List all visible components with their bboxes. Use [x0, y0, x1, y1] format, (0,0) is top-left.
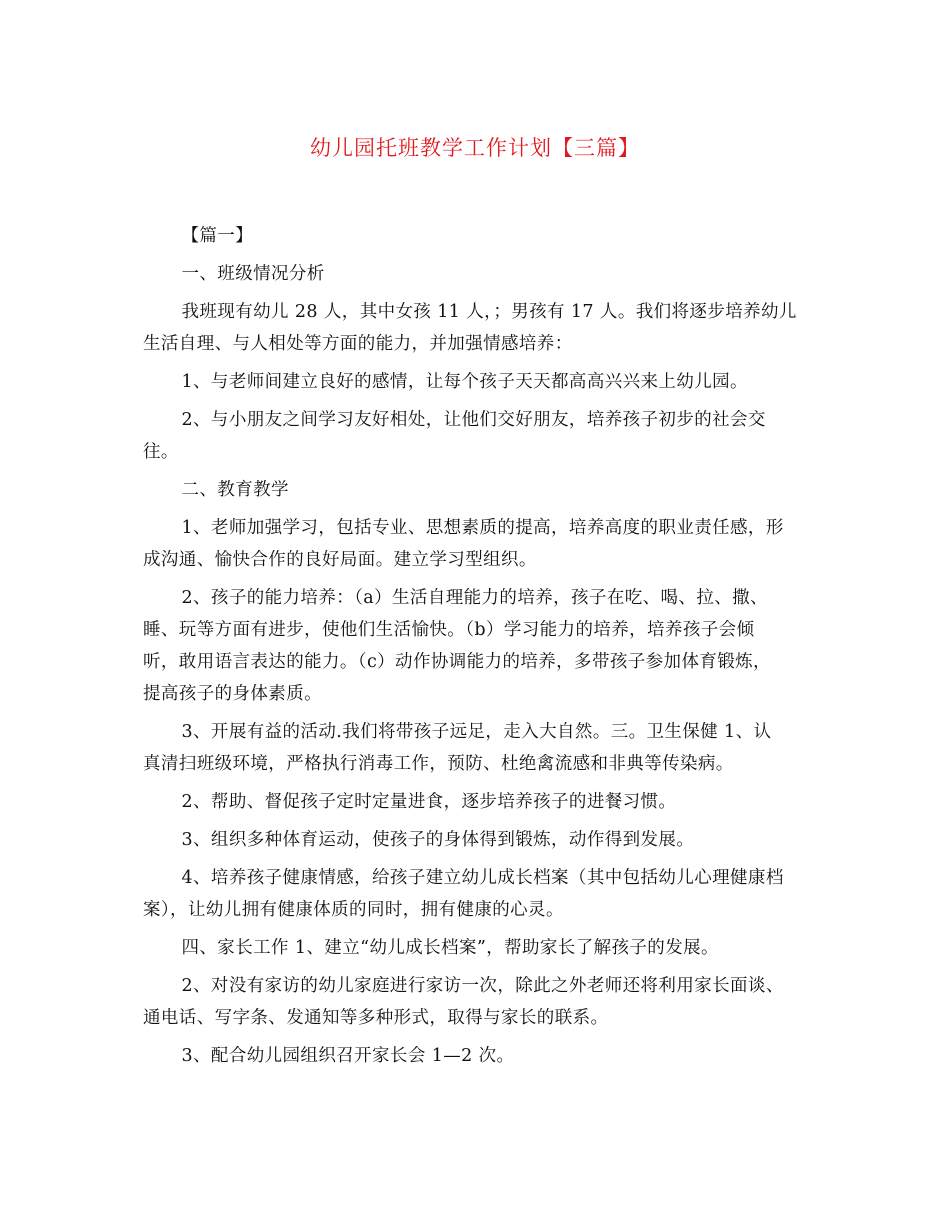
- document-body: [143, 220, 811, 1078]
- paragraph: [143, 404, 811, 468]
- paragraph-line: 提高孩子的身体素质。: [143, 684, 322, 704]
- paragraph: [143, 716, 811, 780]
- paragraph-line: 成沟通、愉快合作的良好局面。建立学习型组织。: [143, 550, 537, 570]
- paragraph-line: 2、与小朋友之间学习友好相处，让他们交好朋友，培养孩子初步的社会交: [181, 410, 766, 430]
- paragraph: [143, 970, 811, 1034]
- paragraph-line: 睡、玩等方面有进步，使他们生活愉快。（b）学习能力的培养，培养孩子会倾: [143, 620, 755, 640]
- paragraph-line: 2、帮助、督促孩子定时定量进食，逐步培养孩子的进餐习惯。: [181, 792, 677, 812]
- paragraph-line: 2、对没有家访的幼儿家庭进行家访一次，除此之外老师还将利用家长面谈、: [181, 976, 784, 996]
- paragraph-line: 我班现有幼儿 28 人，其中女孩 11 人，；男孩有 17 人。我们将逐步培养幼儿: [181, 302, 797, 322]
- paragraph-line: 3、组织多种体育运动，使孩子的身体得到锻炼，动作得到发展。: [181, 830, 695, 850]
- paragraph-line: 3、开展有益的活动.我们将带孩子远足，走入大自然。三。卫生保健 1、认: [181, 722, 772, 742]
- paragraph-line: 二、教育教学: [181, 480, 289, 500]
- paragraph-line: 案），让幼儿拥有健康体质的同时，拥有健康的心灵。: [143, 900, 564, 920]
- paragraph: [143, 366, 811, 398]
- paragraph-line: 1、与老师间建立良好的感情，让每个孩子天天都高高兴兴来上幼儿园。: [181, 372, 748, 392]
- paragraph-line: 1、老师加强学习，包括专业、思想素质的提高，培养高度的职业责任感，形: [181, 518, 784, 538]
- paragraph: [143, 786, 811, 818]
- paragraph: [143, 512, 811, 576]
- paragraph-line: 【篇一】: [181, 226, 254, 246]
- paragraph: [143, 1040, 811, 1072]
- document-title: 幼儿园托班教学工作计划【三篇】: [310, 136, 640, 160]
- paragraph-line: 3、配合幼儿园组织召开家长会 1—2 次。: [181, 1046, 515, 1066]
- paragraph: [143, 474, 811, 506]
- paragraph-line: 生活自理、与人相处等方面的能力，并加强情感培养：: [143, 334, 573, 354]
- paragraph: [143, 824, 811, 856]
- paragraph: [143, 220, 811, 252]
- paragraph-line: 真清扫班级环境，严格执行消毒工作，预防、杜绝禽流感和非典等传染病。: [143, 754, 734, 774]
- paragraph-line: 2、孩子的能力培养：（a）生活自理能力的培养，孩子在吃、喝、拉、撒、: [181, 588, 768, 608]
- paragraph-line: 4、培养孩子健康情感，给孩子建立幼儿成长档案（其中包括幼儿心理健康档: [181, 868, 784, 888]
- paragraph-line: 通电话、写字条、发通知等多种形式，取得与家长的联系。: [143, 1008, 609, 1028]
- paragraph: [143, 258, 811, 290]
- paragraph-line: 四、家长工作 1、建立“幼儿成长档案”，帮助家长了解孩子的发展。: [181, 938, 719, 958]
- paragraph-line: 往。: [143, 442, 179, 462]
- paragraph: [143, 862, 811, 926]
- paragraph: [143, 296, 811, 360]
- paragraph-line: 听，敢用语言表达的能力。（c）动作协调能力的培养，多带孩子参加体育锻炼，: [143, 652, 771, 672]
- paragraph: [143, 932, 811, 964]
- paragraph: [143, 582, 811, 710]
- paragraph-line: 一、班级情况分析: [181, 264, 325, 284]
